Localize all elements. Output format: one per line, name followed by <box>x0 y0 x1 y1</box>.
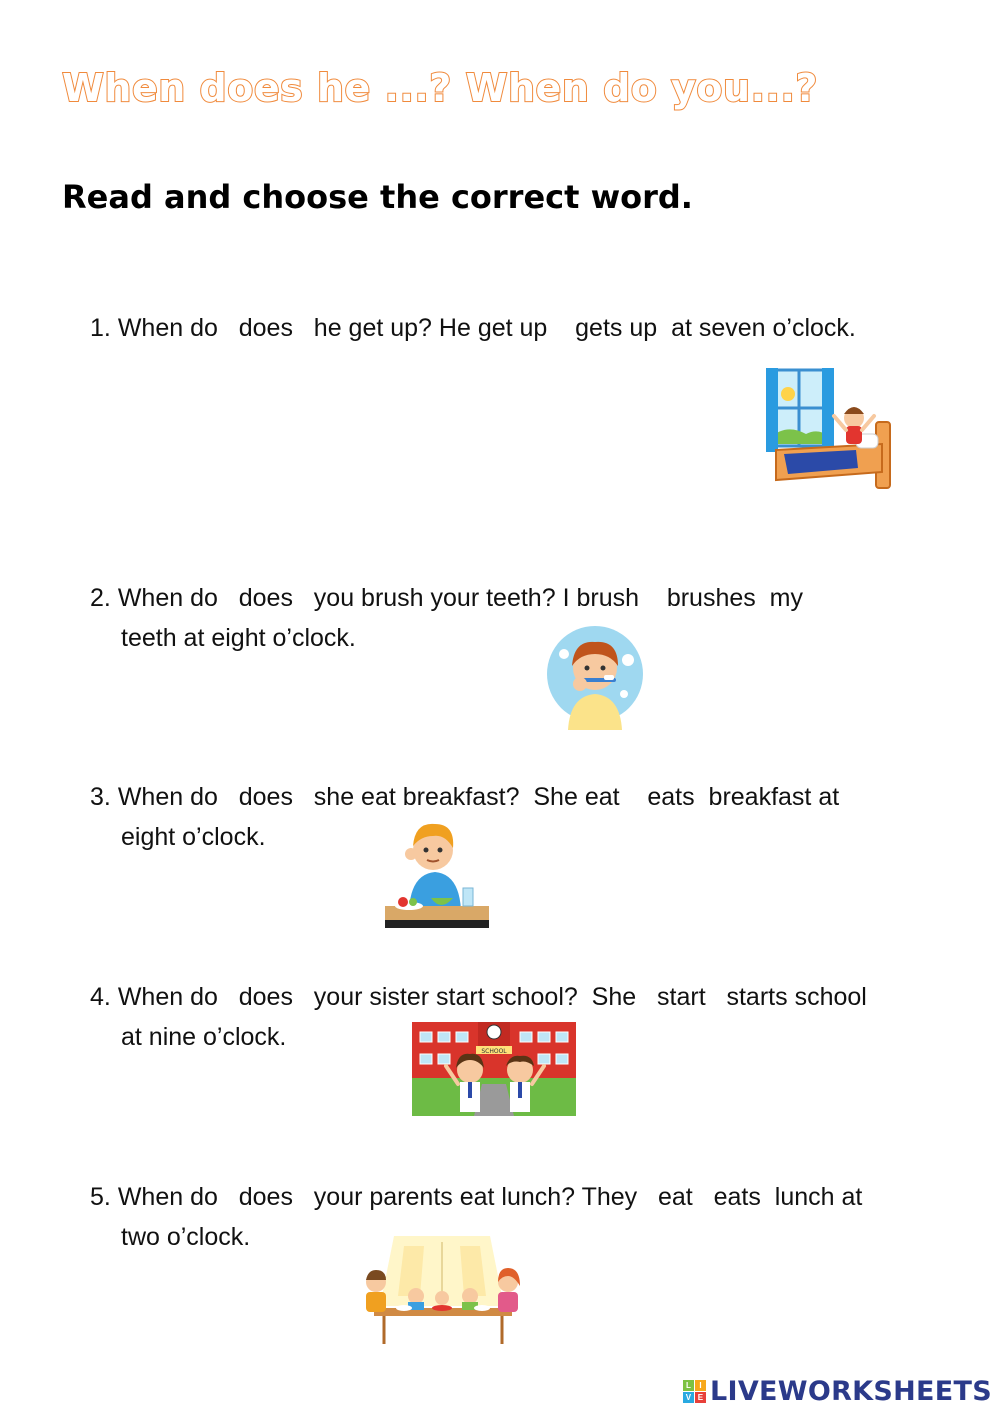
question-continuation: teeth at eight o’clock. <box>121 624 356 652</box>
choice-answer-a[interactable]: get up <box>477 314 548 342</box>
brush-teeth-illustration <box>544 624 646 730</box>
choice-answer-b[interactable]: eats <box>713 1183 761 1211</box>
choice-does[interactable]: does <box>238 314 293 342</box>
instruction-text: Read and choose the correct word. <box>62 178 693 216</box>
question-continuation: eight o’clock. <box>121 823 266 851</box>
question-text: breakfast at <box>708 783 840 811</box>
school-sign: SCHOOL <box>481 1048 507 1055</box>
logo-text: LIVEWORKSHEETS <box>709 1376 992 1407</box>
question-text: you brush your teeth? I <box>313 584 570 612</box>
worksheet-title: When does he ...? When do you...? <box>62 66 818 110</box>
choice-answer-a[interactable]: start <box>657 983 706 1011</box>
school-illustration <box>412 1022 576 1116</box>
question-text: When <box>117 1183 184 1211</box>
choice-answer-a[interactable]: brush <box>576 584 640 612</box>
question-number: 1. <box>90 314 111 342</box>
question-text: When <box>117 783 184 811</box>
choice-answer-b[interactable]: eats <box>647 783 695 811</box>
choice-answer-b[interactable]: brushes <box>666 584 756 612</box>
question-text: she eat breakfast? She <box>313 783 578 811</box>
choice-do[interactable]: do <box>190 783 218 811</box>
breakfast-illustration <box>383 816 491 928</box>
question-text: lunch at <box>774 1183 863 1211</box>
question-continuation: at nine o’clock. <box>121 1023 287 1051</box>
question-1 <box>90 308 856 348</box>
question-number: 3. <box>90 783 111 811</box>
choice-do[interactable]: do <box>190 314 218 342</box>
choice-does[interactable]: does <box>238 983 293 1011</box>
question-2 <box>90 578 803 658</box>
choice-answer-a[interactable]: eat <box>658 1183 693 1211</box>
question-text: When <box>117 983 184 1011</box>
choice-answer-b[interactable]: gets up <box>575 314 658 342</box>
question-text: my <box>769 584 803 612</box>
question-text: he get up? He <box>313 314 471 342</box>
question-number: 2. <box>90 584 111 612</box>
question-text: at seven o’clock. <box>671 314 856 342</box>
wake-up-illustration <box>766 368 892 490</box>
question-text: When <box>117 314 184 342</box>
question-number: 5. <box>90 1183 111 1211</box>
choice-do[interactable]: do <box>190 983 218 1011</box>
family-lunch-illustration <box>354 1236 530 1348</box>
question-text: your sister start school? She <box>313 983 637 1011</box>
choice-do[interactable]: do <box>190 1183 218 1211</box>
choice-does[interactable]: does <box>238 1183 293 1211</box>
question-text: school <box>794 983 867 1011</box>
choice-does[interactable]: does <box>238 783 293 811</box>
logo-icon: L I V E <box>683 1380 706 1403</box>
choice-do[interactable]: do <box>190 584 218 612</box>
question-text: your parents eat lunch? They <box>313 1183 638 1211</box>
question-continuation: two o’clock. <box>121 1223 251 1251</box>
choice-answer-b[interactable]: starts <box>726 983 788 1011</box>
question-number: 4. <box>90 983 111 1011</box>
question-text: When <box>117 584 184 612</box>
liveworksheets-logo <box>683 1376 992 1407</box>
choice-answer-a[interactable]: eat <box>584 783 620 811</box>
choice-does[interactable]: does <box>238 584 293 612</box>
